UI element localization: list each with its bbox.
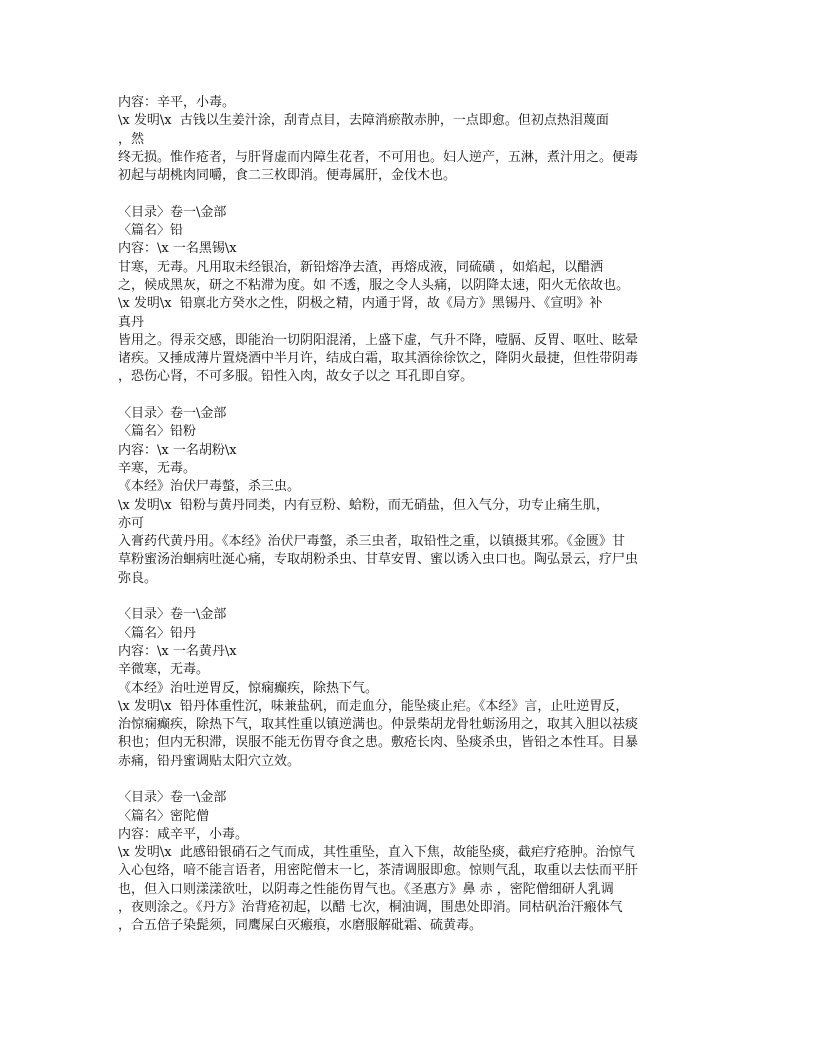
text-line: 内容：咸辛平，小毒。 [118,826,249,842]
text-line: 辛寒，无毒。 [118,460,197,476]
text-line: 内容：\x 一名黄丹\x [118,643,237,659]
text-line: 内容：辛平，小毒。 [118,95,236,110]
text-line: 〈目录〉卷一\金部 [118,790,227,806]
document-body [118,94,718,936]
text-line: 初起与胡桃肉同嚼，食二三枚即消。便毒属肝，金伐木也。 [118,168,457,184]
text-line: 〈目录〉卷一\金部 [118,204,227,220]
text-line: 草粉蜜汤治蛔病吐涎心痛，专取胡粉杀虫、甘草安胃、蜜以诱入虫口也。陶弘景云，疗尸虫 [118,552,639,568]
text-line: 内容：\x 一名胡粉\x [118,442,237,458]
text-line: \x 发明\x 铅粉与黄丹同类，内有豆粉、蛤粉，而无硝盐，但入气分，功专止痛生肌， [118,497,609,513]
text-line: 皆用之。得汞交感，即能治一切阴阳混淆，上盛下虚，气升不降，噎膈、反胃、呕吐、眩晕 [118,332,639,348]
text-line: ，恐伤心肾，不可多服。铅性入肉，故女子以之 耳孔即自穿。 [118,369,474,385]
text-line: 弥良。 [118,570,158,586]
blank-line [118,771,718,789]
text-line: 〈目录〉卷一\金部 [118,406,227,422]
text-line: 之，候成黑灰，研之不粘滞为度。如 不透，服之令人头痛，以阴降太速，阳火无依故也。 [118,277,630,293]
text-line: \x 发明\x 此感铅银硝石之气而成，其性重坠，直入下焦，故能坠痰，截疟疗疮肿。治惊气 [118,845,635,861]
text-line: 《本经》治吐逆胃反，惊痫癫疾，除热下气。 [118,680,379,696]
blank-line [118,387,718,405]
text-line: 入心包络，喑不能言语者，用密陀僧末一匕，茶清调服即愈。惊则气乱，取重以去怯而平肝 [118,863,639,879]
text-line: ，夜则涂之。《丹方》治背疮初起，以醋 七次，桐油调，围患处即消。同枯矾治汗瘢体气 [118,900,623,916]
text-line: \x 发明\x 铅禀北方癸水之性，阴极之精，内通于肾，故《局方》黑锡丹、《宣明》补 [118,296,603,312]
text-line: 治惊痫癫疾，除热下气，取其性重以镇逆满也。仲景柴胡龙骨牡蛎汤用之，取其入胆以祛痰 [118,717,639,733]
text-line: 〈篇名〉铅 [118,223,184,239]
text-line: 甘寒，无毒。凡用取未经银冶，新铅熔净去渣，再熔成液，同硫磺 ，如焰起，以醋洒 [118,259,604,275]
text-line: \x 发明\x 古钱以生姜汁涂，刮青点目，去障消瘀散赤肿，一点即愈。但初点热泪蔑面 [118,113,609,129]
text-line: 终无损。惟作疮者，与肝肾虚而内障生花者，不可用也。妇人逆产，五淋，煮汁用之。便毒 [118,149,639,165]
text-line: 辛微寒，无毒。 [118,662,210,678]
text-line: 〈目录〉卷一\金部 [118,607,227,623]
text-line: 也，但入口则漾漾欲吐，以阴毒之性能伤胃气也。《圣惠方》鼻 赤 ，密陀僧细研人乳调 [118,881,614,897]
text-line: 真丹 [118,314,145,330]
blank-line [118,185,718,203]
text-line: 〈篇名〉铅丹 [118,625,197,641]
text-line: 内容：\x 一名黑锡\x [118,241,237,257]
blank-line [118,588,718,606]
text-line: 入膏药代黄丹用。《本经》治伏尸毒螫，杀三虫者，取铅性之重，以镇摄其邪。《金匮》甘 [118,534,626,550]
text-line: 〈篇名〉铅粉 [118,424,197,440]
text-line: 〈篇名〉密陀僧 [118,808,210,824]
text-line: 积也；但内无积滞，误服不能无伤胃夺食之患。敷疮长肉、坠痰杀虫，皆铅之本性耳。目暴 [118,735,639,751]
text-line: ，然 [118,131,145,147]
text-line: 诸疾。又捶成薄片置烧酒中半月许，结成白霜，取其酒徐徐饮之，降阴火最捷，但性带阴毒 [118,351,639,367]
text-line: 亦可 [118,515,145,531]
text-line: ，合五倍子染髭须，同鹰屎白灭瘢痕，水磨服解砒霜、硫黄毒。 [118,918,483,934]
text-line: 赤痛，铅丹蜜调贴太阳穴立效。 [118,753,301,769]
text-line: \x 发明\x 铅丹体重性沉，味兼盐矾，而走血分，能坠痰止疟。《本经》言，止吐逆胃反， [118,698,629,714]
text-line: 《本经》治伏尸毒螫，杀三虫。 [118,479,301,495]
